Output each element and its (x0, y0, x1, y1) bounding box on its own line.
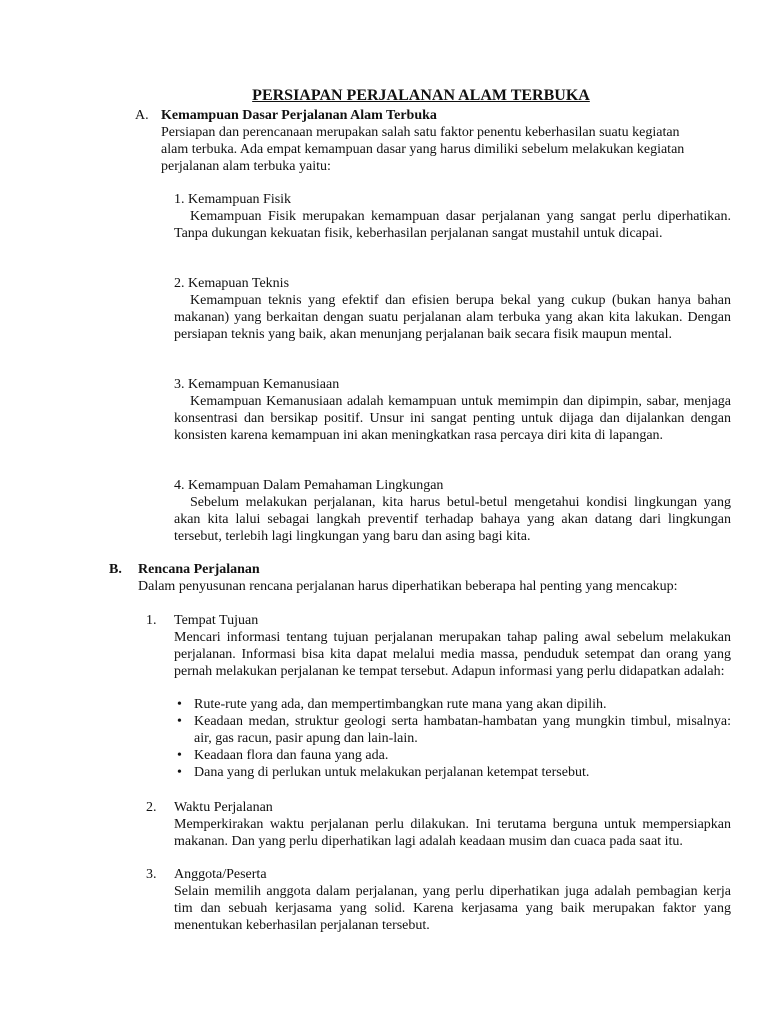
section-b-item-text: Selain memilih anggota dalam perjalanan, yang perlu diperhatikan juga adalah pembagian kerja tim dan sebuah kerjasama yang solid. Karena kerjasama yang baik merupakan faktor yang menentukan keberhasilan perjalanan tersebut. (174, 884, 731, 933)
bullet-text: Keadaan flora dan fauna yang ada. (194, 748, 389, 763)
section-a-item-text: Sebelum melakukan perjalanan, kita harus betul-betul mengetahui kondisi lingkungan yang akan kita lalui sebagai langkah preventif terhadap bahaya yang akan datang dari lingkungan tersebut, terlebih lagi lingkungan yang baru dan asing bagi kita. (174, 495, 731, 544)
section-a-item-text: Kemampuan teknis yang efektif dan efisien berupa bekal yang cukup (bukan hanya bahan makanan) yang berkaitan dengan suatu perjalanan alam terbuka yang akan kita lakukan. Dengan persiapan teknis yang baik, akan menunjang perjalanan baik secara fisik maupun mental. (174, 293, 731, 342)
section-b-item-number: 3. (146, 867, 157, 882)
bullet-icon: • (177, 748, 182, 763)
info-bullet-list (174, 696, 731, 781)
bullet-text: Dana yang di perlukan untuk melakukan perjalanan ketempat tersebut. (194, 765, 590, 780)
section-b-item-text: Mencari informasi tentang tujuan perjalanan merupakan tahap paling awal sebelum melakukan perjalanan. Informasi bisa kita dapat melalui media massa, penduduk setempat dan orang yang pernah melakukan perjalanan ke tempat tersebut. Adapun informasi yang perlu didapatkan adalah: (174, 630, 731, 679)
section-b-item-heading: Tempat Tujuan (174, 613, 259, 628)
section-b-heading: Rencana Perjalanan (138, 562, 260, 577)
section-b-intro: Dalam penyusunan rencana perjalanan harus diperhatikan beberapa hal penting yang mencakup: (138, 579, 678, 594)
list-item (174, 764, 731, 781)
section-b-item-number: 1. (146, 613, 157, 628)
section-b-letter: B. (109, 562, 122, 577)
section-a-letter: A. (135, 108, 149, 123)
bullet-text: Keadaan medan, struktur geologi serta hambatan-hambatan yang mungkin timbul, misalnya: air, gas racun, pasir apung dan lain-lain. (194, 714, 731, 746)
section-a-intro: Persiapan dan perencanaan merupakan salah satu faktor penentu keberhasilan suatu kegiatan alam terbuka. Ada empat kemampuan dasar yang harus dimiliki sebelum melakukan kegiatan perjalanan alam terbuka yaitu: (161, 125, 685, 174)
section-a-item-heading: 2. Kemapuan Teknis (174, 276, 290, 291)
bullet-text: Rute-rute yang ada, dan mempertimbangkan rute mana yang akan dipilih. (194, 697, 607, 712)
bullet-icon: • (177, 697, 182, 712)
section-b-item-text: Memperkirakan waktu perjalanan perlu dilakukan. Ini terutama berguna untuk mempersiapkan makanan. Dan yang perlu diperhatikan lagi adalah keadaan musim dan cuaca pada saat itu. (174, 817, 731, 849)
list-item (174, 747, 731, 764)
section-b-item-heading: Waktu Perjalanan (174, 800, 273, 815)
bullet-icon: • (177, 765, 182, 780)
list-item (174, 713, 731, 747)
section-b-item-heading: Anggota/Peserta (174, 867, 267, 882)
section-a-item-heading: 1. Kemampuan Fisik (174, 192, 292, 207)
section-a-item-heading: 4. Kemampuan Dalam Pemahaman Lingkungan (174, 478, 444, 493)
section-b-item-number: 2. (146, 800, 157, 815)
list-item (174, 696, 731, 713)
section-a-item-text: Kemampuan Kemanusiaan adalah kemampuan untuk memimpin dan dipimpin, sabar, menjaga konsentrasi dan bersikap positif. Unsur ini sangat penting untuk dijaga dan dijalankan dengan konsisten karena kemampuan ini akan meningkatkan rasa percaya diri kita di lapangan. (174, 394, 731, 443)
section-a-item-text: Kemampuan Fisik merupakan kemampuan dasar perjalanan yang sangat perlu diperhatikan. Tanpa dukungan kekuatan fisik, keberhasilan perjalanan sangat mustahil untuk dicapai. (174, 209, 731, 241)
section-a-item-heading: 3. Kemampuan Kemanusiaan (174, 377, 340, 392)
bullet-icon: • (177, 714, 182, 729)
section-a-heading: Kemampuan Dasar Perjalanan Alam Terbuka (161, 108, 437, 123)
page-title: PERSIAPAN PERJALANAN ALAM TERBUKA (252, 87, 590, 104)
